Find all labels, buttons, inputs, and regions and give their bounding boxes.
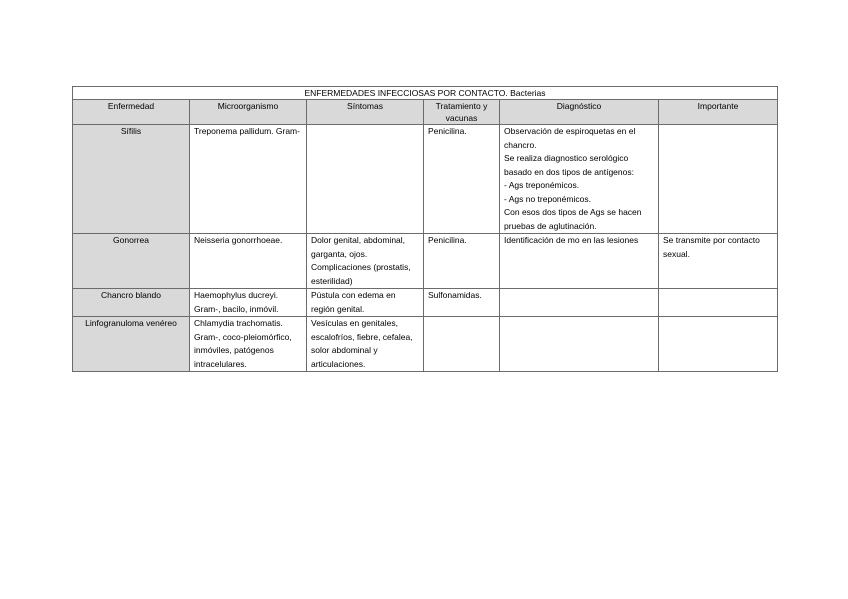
microorganism-cell: Chlamydia trachomatis. Gram-, coco-pleiomórfico, inmóviles, patógenos intracelulares. [190,317,307,372]
diagnosis-cell [500,317,659,372]
diagnosis-cell [500,289,659,317]
column-header-sintomas: Síntomas [307,100,424,125]
important-cell: Se transmite por contacto sexual. [659,234,778,289]
treatment-cell: Penicilina. [424,125,500,234]
important-cell [659,125,778,234]
column-header-diagnostico: Diagnóstico [500,100,659,125]
column-header-importante: Importante [659,100,778,125]
column-header-enfermedad: Enfermedad [73,100,190,125]
table-row-gonorrea [73,234,778,289]
column-header-microorganismo: Microorganismo [190,100,307,125]
diseases-table [72,86,778,372]
table-row-chancro-blando [73,289,778,317]
symptoms-cell: Pústula con edema en región genital. [307,289,424,317]
table-row-linfogranuloma [73,317,778,372]
disease-cell: Linfogranuloma venéreo [73,317,190,372]
disease-cell: Sífilis [73,125,190,234]
treatment-cell [424,317,500,372]
treatment-cell: Penicilina. [424,234,500,289]
microorganism-cell: Treponema pallidum. Gram- [190,125,307,234]
microorganism-cell: Haemophylus ducreyi. Gram-, bacilo, inmóvil. [190,289,307,317]
disease-cell: Chancro blando [73,289,190,317]
treatment-cell: Sulfonamidas. [424,289,500,317]
column-header-tratamiento: Tratamiento y vacunas [424,100,500,125]
symptoms-cell [307,125,424,234]
table-header-row [73,100,778,125]
symptoms-cell: Dolor genital, abdominal, garganta, ojos. Complicaciones (prostatis, esterilidad) [307,234,424,289]
disease-cell: Gonorrea [73,234,190,289]
diagnosis-cell: Observación de espiroquetas en el chancro. Se realiza diagnostico serológico basado en dos tipos de antígenos: - Ags treponémicos. - Ags no treponémicos. Con esos dos tipos de Ags se hacen pruebas de aglutinación. [500,125,659,234]
important-cell [659,317,778,372]
important-cell [659,289,778,317]
table-row-sifilis [73,125,778,234]
table-title: ENFERMEDADES INFECCIOSAS POR CONTACTO. Bacterias [73,87,778,100]
diagnosis-cell: Identificación de mo en las lesiones [500,234,659,289]
microorganism-cell: Neisseria gonorrhoeae. [190,234,307,289]
table-title-row [73,87,778,100]
symptoms-cell: Vesículas en genitales, escalofríos, fiebre, cefalea, solor abdominal y articulaciones. [307,317,424,372]
